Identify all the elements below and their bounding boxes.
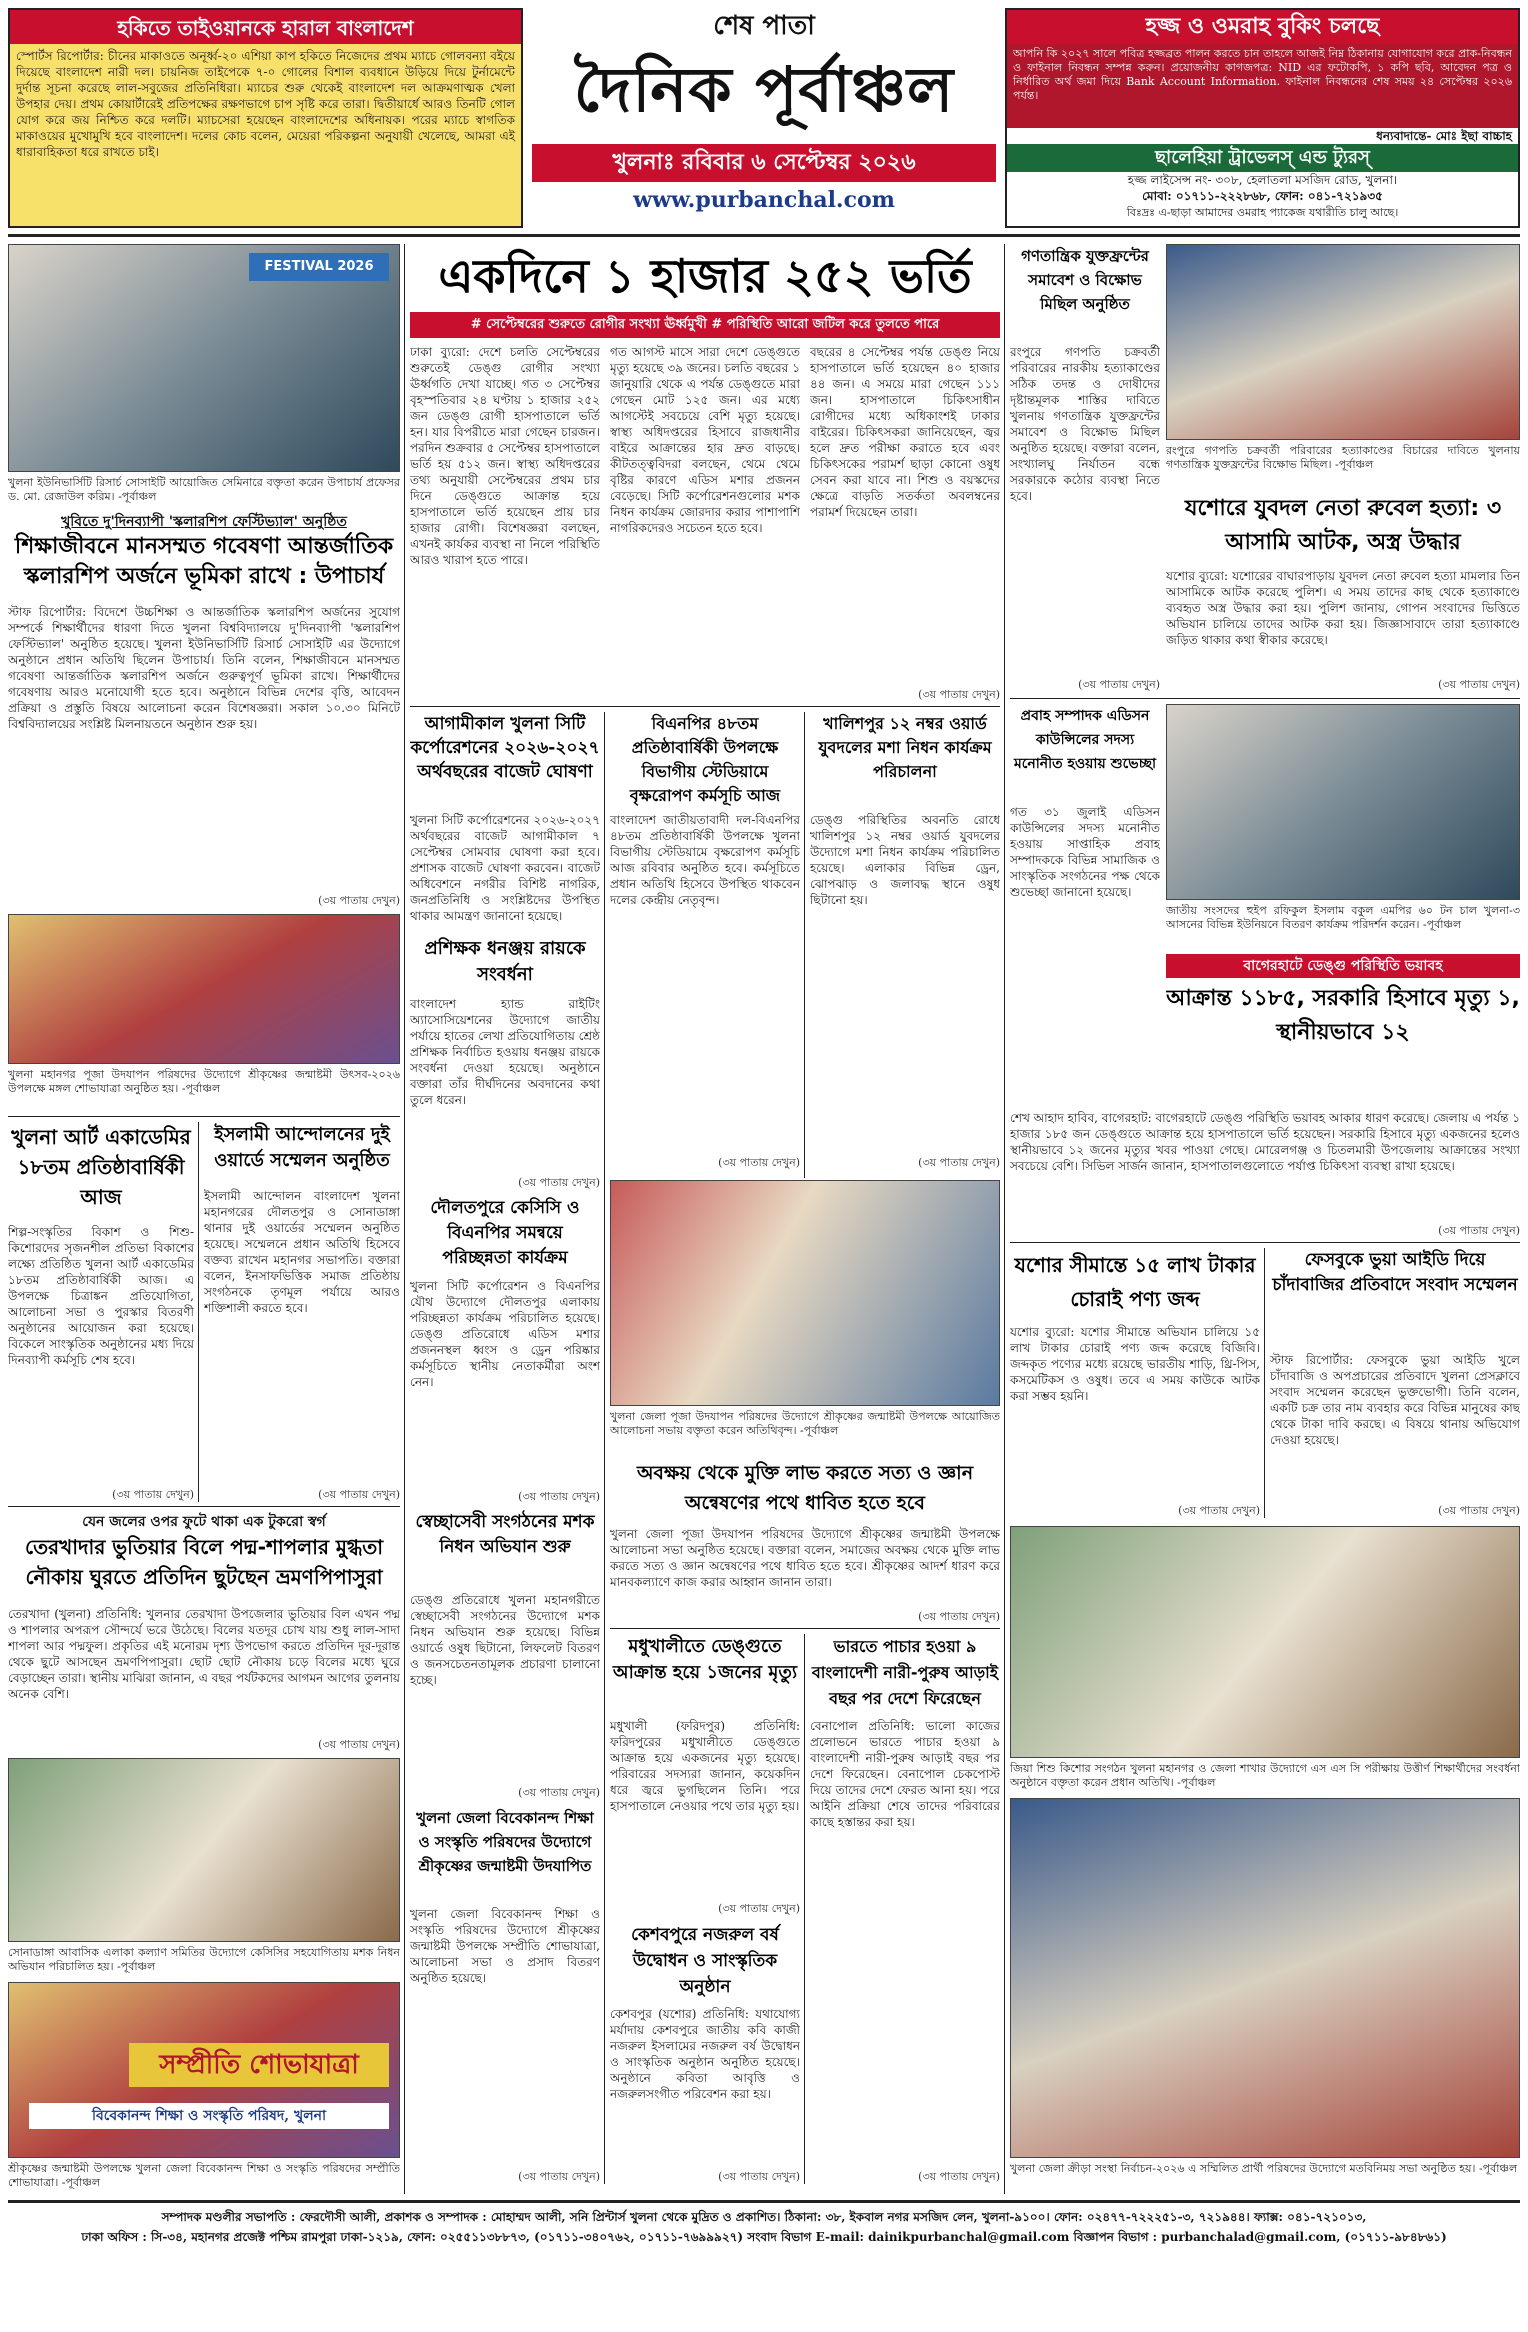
keshabpur-cont[interactable]: (৩য় পাতায় দেখুন) <box>718 2170 800 2183</box>
daulatpur-headline: দৌলতপুরে কেসিসি ও বিএনপির সমন্বয়ে পরিচ্ছন্নতা কার্যক্রম <box>430 1198 580 1268</box>
vdiv-center-c <box>804 1634 805 2184</box>
keshabpur-headline: কেশবপুরে নজরুল বর্ষ উদ্বোধন ও সাংস্কৃতিক অনুষ্ঠান <box>631 1925 779 1997</box>
janmashtami-seminar-caption: খুলনা জেলা পূজা উদযাপন পরিষদের উদ্যোগে শ্রীকৃষ্ণের জন্মাষ্টমী উপলক্ষে আয়োজিত আলোচনা সভায় বক্তৃতা করেন অতিথিবৃন্দ। -পূর্বাঞ্চল <box>610 1410 1000 1437</box>
bnp-cont[interactable]: (৩য় পাতায় দেখুন) <box>718 1156 800 1169</box>
keshabpur-body: কেশবপুর (যশোর) প্রতিনিধি: যথাযোগ্য মর্যাদায় কেশবপুরে জাতীয় কবি কাজী নজরুল ইসলামের নজরুল বর্ষ উদ্বোধন ও সাংস্কৃতিক অনুষ্ঠান অনুষ্ঠিত হয়েছে। অনুষ্ঠানে কবিতা আবৃত্তি ও নজরুলসংগীত পরিবেশন করা হয়। <box>610 2007 800 2101</box>
janmashtami-photo <box>8 914 400 1064</box>
trainer-headline: প্রশিক্ষক ধনঞ্জয় রায়কে সংবর্ধনা <box>424 938 586 985</box>
jessore-murder-cont[interactable]: (৩য় পাতায় দেখুন) <box>1438 678 1520 691</box>
trafficking-body: বেনাপোল প্রতিনিধি: ভালো কাজের প্রলোভনে ভারতে পাচার হওয়া ৯ বাংলাদেশী নারী-পুরুষ আড়াই বছর পর দেশে ফিরেছেন। বেনাপোল চেকপোস্ট দিয়ে তাদের দেশে ফেরত আনা হয়। পরে আইনি প্রক্রিয়া শেষে তাদের পরিবারের কাছে হস্তান্তর করা হয়। <box>810 1719 1000 1829</box>
sports-meeting-photo <box>1010 1798 1520 2158</box>
lead-headline: একদিনে ১ হাজার ২৫২ ভর্তি <box>438 249 972 303</box>
divider-left-2 <box>8 1506 400 1507</box>
daulatpur-cont[interactable]: (৩য় পাতায় দেখুন) <box>518 1490 600 1503</box>
khalishpur-body: ডেঙ্গু পরিস্থিতির অবনতি রোধে খালিশপুর ১২ নম্বর ওয়ার্ড যুবদলের উদ্যোগে মশা নিধন কার্যক্রম পরিচালিত হয়েছে। এলাকার বিভিন্ন ড্রেন, ঝোপঝাড় ও জলাবদ্ধ স্থানে ওষুধ ছিটানো হয়। <box>810 813 1000 907</box>
vdiv-main-left <box>404 244 405 2194</box>
ear-right-address: হজ্জ লাইসেন্স নং- ৩০৮, হেলাতলা মসজিদ রোড, খুলনা। <box>1127 173 1398 187</box>
khalishpur-headline: খালিশপুর ১২ নম্বর ওয়ার্ড যুবদলের মশা নিধন কার্যক্রম পরিচালনা <box>818 714 992 781</box>
islamic-cont[interactable]: (৩য় পাতায় দেখুন) <box>318 1488 400 1501</box>
mosquito-drive-photo <box>8 1758 400 1942</box>
scholarship-cont[interactable]: (৩য় পাতায় দেখুন) <box>318 894 400 907</box>
scholarship-headline: শিক্ষাজীবনে মানসম্মত গবেষণা আন্তর্জাতিক স্কলারশিপ অর্জনে ভূমিকা রাখে : উপাচার্য <box>14 534 394 589</box>
ear-right-body: আপনি কি ২০২৭ সালে পবিত্র হজ্জব্রত পালন করতে চান তাহলে আজই নিম্ন ঠিকানায় যোগাযোগ করে প্রাক-নিবন্ধন ও ফাইনাল নিবন্ধন সম্পন্ন করুন। প্রয়োজনীয় কাগজপত্র: NID এর ফটোকপি, ১ কপি ছবি, আবেদন পত্র ও নির্ধারিত অর্থ জমা দিয়ে Bank Account Information. ফাইনাল নিবন্ধনের শেষ সময় ২৪ সেপ্টেম্বর ২০২৬ পর্যন্ত। <box>1007 44 1518 128</box>
masthead <box>532 8 996 228</box>
facebook-body: স্টাফ রিপোর্টার: ফেসবুকে ভুয়া আইডি খুলে চাঁদাবাজি ও অপপ্রচারের প্রতিবাদে খুলনা প্রেসক্লাবে সংবাদ সম্মেলন করেছেন ভুক্তভোগী। তিনি বলেন, একটি চক্র তার নাম ব্যবহার করে বিভিন্ন মানুষের কাছ থেকে টাকা দাবি করছে। এ বিষয়ে থানায় অভিযোগ দেওয়া হয়েছে। <box>1270 1353 1520 1447</box>
seminar-photo <box>8 244 400 472</box>
relief-caption: জাতীয় সংসদের হুইপ রফিকুল ইসলাম বকুল এমপির ৬০ টন চাল খুলনা-৩ আসনের বিভিন্ন ইউনিয়নে বিতরণ কার্যক্রম পরিদর্শন করেন। -পূর্বাঞ্চল <box>1166 904 1520 931</box>
volunteer-body: ডেঙ্গু প্রতিরোধে খুলনা মহানগরীতে স্বেচ্ছাসেবী সংগঠনের উদ্যোগে মশক নিধন অভিযান শুরু হয়েছে। বিভিন্ন ওয়ার্ডে ওষুধ ছিটানো, লিফলেট বিতরণ ও জনসচেতনতামূলক প্রচারণা চালানো হচ্ছে। <box>410 1593 600 1687</box>
scholarship-body: স্টাফ রিপোর্টার: বিদেশে উচ্চশিক্ষা ও আন্তর্জাতিক স্কলারশিপ অর্জনের সুযোগ সম্পর্কে শিক্ষার্থীদের ধারণা দিতে খুলনা বিশ্ববিদ্যালয়ে দু'দিনব্যাপী 'স্কলারশিপ ফেস্টিভ্যাল' অনুষ্ঠিত হয়েছে। খুলনা ইউনিভার্সিটি রিসার্চ সোসাইটি এর উদ্যোগে অনুষ্ঠানে প্রধান অতিথি ছিলেন উপাচার্য। তিনি বলেন, শিক্ষাজীবনে মানসম্মত গবেষণা আন্তর্জাতিক স্কলারশিপ অর্জনে গুরুত্বপূর্ণ ভূমিকা রাখে। শিক্ষার্থীদের গবেষণায় আরও মনোযোগী হতে হবে। অনুষ্ঠানে বিভিন্ন দেশের বৃত্তি, আবেদন প্রক্রিয়া ও প্রস্তুতি বিষয়ে আলোচনা করেন বিশেষজ্ঞরা। সকাল ১০.৩০ মিনিটে বিশ্ববিদ্যালয়ের সংশ্লিষ্ট মিলনায়তনে অনুষ্ঠান শুরু হয়। <box>8 605 400 731</box>
procession-banner: সম্প্রীতি শোভাযাত্রা <box>129 2043 389 2087</box>
trafficking-cont[interactable]: (৩য় পাতায় দেখুন) <box>918 2170 1000 2183</box>
art-academy-headline: খুলনা আর্ট একাডেমির ১৮তম প্রতিষ্ঠাবার্ষিকী আজ <box>11 1125 191 1209</box>
ear-left-body: স্পোর্টস রিপোর্টার: চীনের মাকাওতে অনূর্ধ্ব-২০ এশিয়া কাপ হকিতে নিজেদের প্রথম ম্যাচে গোলবন্যা বইয়ে দিয়েছে বাংলাদেশ নারী দল। চায়নিজ তাইপেকে ৭-০ গোলের বিশাল ব্যবধানে উড়িয়ে দিয়ে টুর্নামেন্টে দুর্দান্ত সূচনা করেছে লাল-সবুজের প্রতিনিধিরা। ম্যাচের শুরু থেকেই বাংলাদেশ দল আক্রমণাত্মক খেলা উপহার দেয়। প্রথম কোয়ার্টারেই প্রতিপক্ষের রক্ষণভাগে চাপ সৃষ্টি করে তারা। দ্বিতীয়ার্ধে আরও তিনটি গোল যোগ করে জয় নিশ্চিত করে দলটি। ম্যাচসেরা হয়েছেন বাংলাদেশের অধিনায়ক। পরের ম্যাচে স্বাগতিক মাকাওয়ের মুখোমুখি হবে বাংলাদেশ। দলের কোচ বলেন, মেয়েরা পরিকল্পনা অনুযায়ী খেলেছে, আমরা এই ধারাবাহিকতা ধরে রাখতে চাই। <box>10 44 521 226</box>
divider-center-1 <box>410 706 1000 707</box>
bagerhat-kicker: বাগেরহাটে ডেঙ্গু পরিস্থিতি ভয়াবহ <box>1166 954 1520 978</box>
janmashtami-caption: খুলনা মহানগর পূজা উদযাপন পরিষদের উদ্যোগে শ্রীকৃষ্ণের জন্মাষ্টমী উৎসব-২০২৬ উপলক্ষে মঙ্গল শোভাযাত্রা অনুষ্ঠিত হয়। -পূর্বাঞ্চল <box>8 1068 400 1095</box>
footer-rule <box>8 2200 1520 2203</box>
facebook-cont[interactable]: (৩য় পাতায় দেখুন) <box>1438 1504 1520 1517</box>
democratic-body: রংপুরে গণপতি চক্রবর্তী পরিবারের নারকীয় হত্যাকাণ্ডের সঠিক তদন্ত ও দোষীদের দৃষ্টান্তমূলক শাস্তির দাবিতে খুলনায় গণতান্ত্রিক যুক্তফ্রন্টের সমাবেশ ও বিক্ষোভ মিছিল অনুষ্ঠিত হয়েছে। বক্তারা বলেন, সংখ্যালঘু নির্যাতন বন্ধে সরকারকে কঠোর ব্যবস্থা নিতে হবে। <box>1010 345 1160 503</box>
lead-subhead: # সেপ্টেম্বরের শুরুতে রোগীর সংখ্যা ঊর্ধ্বমুখী # পরিস্থিতি আরো জটিল করে তুলতে পারে <box>410 312 1000 338</box>
procession-banner-sub: বিবেকানন্দ শিক্ষা ও সংস্কৃতি পরিষদ, খুলনা <box>29 2103 389 2129</box>
dateline: খুলনাঃ রবিবার ৬ সেপ্টেম্বর ২০২৬ <box>532 144 996 182</box>
border-body: যশোর ব্যুরো: যশোর সীমান্তে অভিযান চালিয়ে ১৫ লাখ টাকার চোরাই পণ্য জব্দ করেছে বিজিবি। জব্দকৃত পণ্যের মধ্যে রয়েছে ভারতীয় শাড়ি, থ্রি-পিস, কসমেটিকস ও ওষুধ। তবে এ সময় কাউকে আটক করা সম্ভব হয়নি। <box>1010 1325 1260 1403</box>
city-budget-headline: আগামীকাল খুলনা সিটি কর্পোরেশনের ২০২৬-২০২৭ অর্থবছরের বাজেট ঘোষণা <box>410 714 600 782</box>
border-headline: যশোর সীমান্তে ১৫ লাখ টাকার চোরাই পণ্য জব্দ <box>1014 1253 1256 1311</box>
website[interactable]: www.purbanchal.com <box>633 187 895 213</box>
trafficking-headline: ভারতে পাচার হওয়া ৯ বাংলাদেশী নারী-পুরুষ আড়াই বছর পর দেশে ফিরেছেন <box>811 1637 999 1708</box>
vivekananda-cont[interactable]: (৩য় পাতায় দেখুন) <box>518 2170 600 2183</box>
daulatpur-body: খুলনা সিটি কর্পোরেশন ও বিএনপির যৌথ উদ্যোগে দৌলতপুর এলাকায় পরিচ্ছন্নতা কার্যক্রম পরিচালিত হয়েছে। ডেঙ্গু প্রতিরোধে এডিস মশার প্রজননস্থল ধ্বংস ও ড্রেন পরিষ্কার কর্মসূচিতে স্থানীয় নেতাকর্মীরা অংশ নেন। <box>410 1279 600 1389</box>
trainer-body: বাংলাদেশ হ্যান্ড রাইটিং অ্যাসোসিয়েশনের উদ্যোগে জাতীয় পর্যায়ে হাতের লেখা প্রতিযোগিতায় শ্রেষ্ঠ প্রশিক্ষক নির্বাচিত হওয়ায় ধনঞ্জয় রায়কে সংবর্ধনা দেওয়া হয়েছে। অনুষ্ঠানে বক্তারা তাঁর দীর্ঘদিনের অবদানের কথা তুলে ধরেন। <box>410 997 600 1107</box>
editor-headline: প্রবাহ সম্পাদক এডিসন কাউন্সিলের সদস্য মনোনীত হওয়ায় শুভেচ্ছা <box>1013 708 1157 772</box>
janmashtami-seminar-photo <box>610 1180 1000 1406</box>
ferry-body: তেরখাদা (খুলনা) প্রতিনিধি: খুলনার তেরখাদা উপজেলার ভুতিয়ার বিল এখন পদ্ম ও শাপলার অপরূপ সৌন্দর্যে ভরে উঠেছে। বিলের যতদূর চোখ যায় শুধু লাল-সাদা শাপলা আর পদ্মফুল। প্রকৃতির এই মনোরম দৃশ্য উপভোগ করতে প্রতিদিন দূর-দূরান্ত থেকে ছুটে আসছেন ভ্রমণপিপাসুরা। ছোট ছোট নৌকায় চড়ে বিলের মধ্যে ঘুরে বেড়াচ্ছেন তারা। স্থানীয় মাঝিরা জানান, এ বছর পর্যটকদের আগমন আগের তুলনায় অনেক বেশি। <box>8 1607 400 1701</box>
procession-photo <box>8 1982 400 2158</box>
newspaper-name: দৈনিক পূর্বাঞ্চল <box>573 53 955 126</box>
vivekananda-body: খুলনা জেলা বিবেকানন্দ শিক্ষা ও সংস্কৃতি পরিষদের উদ্যোগে শ্রীকৃষ্ণের জন্মাষ্টমী উপলক্ষে সম্প্রীতি শোভাযাত্রা, আলোচনা সভা ও প্রসাদ বিতরণ অনুষ্ঠিত হয়েছে। <box>410 1907 600 1985</box>
sports-meeting-caption: খুলনা জেলা ক্রীড়া সংস্থা নির্বাচন-২০২৬ এ সম্মিলিত প্রার্থী পরিষদের উদ্যোগে মতবিনিময় সভা অনুষ্ঠিত হয়। -পূর্বাঞ্চল <box>1010 2162 1518 2175</box>
scholarship-kicker: খুবিতে দু'দিনব্যাপী 'স্কলারশিপ ফেস্টিভ্যাল' অনুষ্ঠিত <box>61 514 347 530</box>
protest-photo <box>1166 244 1520 440</box>
ear-left-title: হকিতে তাইওয়ানকে হারাল বাংলাদেশ <box>10 10 521 44</box>
ear-left <box>8 8 523 228</box>
ear-right <box>1005 8 1520 228</box>
lead-cont[interactable]: (৩য় পাতায় দেখুন) <box>918 688 1000 701</box>
bagerhat-body: শেখ আহাদ হাবিব, বাগেরহাট: বাগেরহাটে ডেঙ্গু পরিস্থিতি ভয়াবহ আকার ধারণ করেছে। জেলায় এ পর্যন্ত ১ হাজার ১৮৫ জন ডেঙ্গুতে আক্রান্ত হয়ে হাসপাতালে ভর্তি হয়েছেন। সরকারি হিসাবে মৃত্যু একজনের হলেও স্থানীয়ভাবে ১২ জনের মৃত্যুর খবর পাওয়া গেছে। মোরেলগঞ্জ ও চিতলমারী উপজেলায় আক্রান্তের সংখ্যা সবচেয়ে বেশি। সিভিল সার্জন জানান, হাসপাতালগুলোতে পর্যাপ্ত চিকিৎসা ব্যবস্থা রাখা হয়েছে। <box>1010 1111 1520 1173</box>
vdiv-left-1 <box>198 1122 199 1502</box>
divider-left-1 <box>8 1116 400 1117</box>
border-cont[interactable]: (৩য় পাতায় দেখুন) <box>1178 1504 1260 1517</box>
ear-right-note: বিঃদ্রঃ এ-ছাড়া আমাদের ওমরাহ প্যাকেজ যথারীতি চালু আছে। <box>1126 206 1399 219</box>
art-academy-cont[interactable]: (৩য় পাতায় দেখুন) <box>112 1488 194 1501</box>
edition-label: শেষ পাতা <box>713 11 815 41</box>
ear-right-thanks: ধন্যবাদান্তে- মোঃ ইছা বাচ্চাহ <box>1376 129 1512 143</box>
divider-right-1 <box>1010 698 1520 699</box>
truth-body: খুলনা জেলা পূজা উদযাপন পরিষদের উদ্যোগে শ্রীকৃষ্ণের জন্মাষ্টমী উপলক্ষে আলোচনা সভা অনুষ্ঠিত হয়েছে। বক্তারা বলেন, সমাজের অবক্ষয় থেকে মুক্তি লাভ করতে সত্য ও জ্ঞান অন্বেষণের পথে ধাবিত হতে হবে। শ্রীকৃষ্ণের আদর্শ ধারণ করে মানবকল্যাণে কাজ করার আহ্বান জানান তারা। <box>610 1527 1000 1589</box>
volunteer-headline: স্বেচ্ছাসেবী সংগঠনের মশক নিধন অভিযান শুরু <box>415 1512 595 1557</box>
art-academy-body: শিল্প-সংস্কৃতির বিকাশ ও শিশু-কিশোরদের সৃজনশীল প্রতিভা বিকাশের লক্ষ্যে প্রতিষ্ঠিত খুলনা আর্ট একাডেমির ১৮তম প্রতিষ্ঠাবার্ষিকী আজ। এ উপলক্ষে চিত্রাঙ্কন প্রতিযোগিতা, আলোচনা সভা ও পুরস্কার বিতরণী অনুষ্ঠানের আয়োজন করা হয়েছে। বিকেলে সাংস্কৃতিক অনুষ্ঠানের মধ্য দিয়ে দিনব্যাপী কর্মসূচি শেষ হবে। <box>8 1225 194 1367</box>
relief-photo <box>1166 704 1520 900</box>
vdiv-center-a <box>604 712 605 2184</box>
ear-right-agency: ছালেহিয়া ট্রাভেলস্ এন্ড ট্যুরস্ <box>1007 144 1518 172</box>
bnp-body: বাংলাদেশ জাতীয়তাবাদী দল-বিএনপির ৪৮তম প্রতিষ্ঠাবার্ষিকী উপলক্ষে খুলনা বিভাগীয় স্টেডিয়ামে বৃক্ষরোপণ কর্মসূচি আজ রবিবার অনুষ্ঠিত হবে। কর্মসূচিতে প্রধান অতিথি হিসেবে উপস্থিত থাকবেন দলের কেন্দ্রীয় নেতৃবৃন্দ। <box>610 813 800 907</box>
bnp-headline: বিএনপির ৪৮তম প্রতিষ্ঠাবার্ষিকী উপলক্ষে বিভাগীয় স্টেডিয়ামে বৃক্ষরোপণ কর্মসূচি আজ <box>629 714 781 805</box>
democratic-headline: গণতান্ত্রিক যুক্তফ্রন্টের সমাবেশ ও বিক্ষোভ মিছিল অনুষ্ঠিত <box>1021 247 1149 313</box>
bagerhat-headline: আক্রান্ত ১১৮৫, সরকারি হিসাবে মৃত্যু ১, স্থানীয়ভাবে ১২ <box>1166 986 1520 1045</box>
islamic-headline: ইসলামী আন্দোলনের দুই ওয়ার্ডে সম্মেলন অনুষ্ঠিত <box>214 1124 390 1171</box>
divider-center-2 <box>610 1628 1000 1629</box>
vdiv-center-b <box>804 712 805 1178</box>
divider-right-2 <box>1010 1242 1520 1243</box>
reception-caption: জিয়া শিশু কিশোর সংগঠন খুলনা মহানগর ও জেলা শাখার উদ্যোগে এস এস সি পরীক্ষায় উত্তীর্ণ শিক্ষার্থীদের সংবর্ধনা অনুষ্ঠানে বক্তৃতা করেন প্রধান অতিথি। -পূর্বাঞ্চল <box>1010 1762 1520 1789</box>
madhukhali-body: মধুখালী (ফরিদপুর) প্রতিনিধি: ফরিদপুরের মধুখালীতে ডেঙ্গুতে আক্রান্ত হয়ে একজনের মৃত্যু হয়েছে। পরিবারের সদস্যরা জানান, কয়েকদিন ধরে জ্বরে ভুগছিলেন তিনি। পরে হাসপাতালে নেওয়ার পথে তার মৃত্যু হয়। <box>610 1719 800 1813</box>
madhukhali-headline: মধুখালীতে ডেঙ্গুতে আক্রান্ত হয়ে ১জনের মৃত্যু <box>612 1636 798 1683</box>
seminar-photo-caption: খুলনা ইউনিভার্সিটি রিসার্চ সোসাইটি আয়োজিত সেমিনারে বক্তৃতা করেন উপাচার্য প্রফেসর ড. মো. রেজাউল করিম। -পূর্বাঞ্চল <box>8 476 400 503</box>
protest-caption: রংপুরে গণপতি চক্রবর্তী পরিবারের হত্যাকাণ্ডের বিচারের দাবিতে খুলনায় গণতান্ত্রিক যুক্তফ্রন্টের বিক্ষোভ মিছিল। -পূর্বাঞ্চল <box>1166 444 1520 471</box>
ear-right-phone: মোবা: ০১৭১১-২২২৮৬৮, ফোন: ০৪১-৭২১৯৩৫ <box>1142 189 1383 203</box>
vdiv-main-right <box>1004 244 1005 2194</box>
vdiv-right-1 <box>1264 1248 1265 1518</box>
facebook-headline: ফেসবুকে ভুয়া আইডি দিয়ে চাঁদাবাজির প্রতিবাদে সংবাদ সম্মেলন <box>1272 1250 1518 1295</box>
bagerhat-cont[interactable]: (৩য় পাতায় দেখুন) <box>1438 1224 1520 1237</box>
ferry-headline: তেরখাদার ভুতিয়ার বিলে পদ্ম-শাপলার মুগ্ধতা নৌকায় ঘুরতে প্রতিদিন ছুটছেন ভ্রমণপিপাসুরা <box>24 1535 384 1589</box>
lead-body-col3: বছরের ৪ সেপ্টেম্বর পর্যন্ত ডেঙ্গু নিয়ে হাসপাতালে ভর্তি হয়েছেন ৪০ হাজার ৪৪ জন। এ সময়ে মারা গেছেন ১১১ জন। হাসপাতালে চিকিৎসাধীন রোগীদের মধ্যে অধিকাংশই ঢাকার বাইরের। চিকিৎসকরা জানিয়েছেন, জ্বর হলে দ্রুত পরীক্ষা করাতে হবে এবং চিকিৎসকের পরামর্শ ছাড়া কোনো ওষুধ সেবন করা যাবে না। শিশু ও বয়স্কদের ক্ষেত্রে বাড়তি সতর্কতা অবলম্বনের পরামর্শ দিয়েছেন তারা। <box>810 345 1000 519</box>
editor-body: গত ৩১ জুলাই এডিসন কাউন্সিলের সদস্য মনোনীত হওয়ায় সাপ্তাহিক প্রবাহ সম্পাদককে বিভিন্ন সামাজিক ও সাংস্কৃতিক সংগঠনের পক্ষ থেকে শুভেচ্ছা জানানো হয়েছে। <box>1010 805 1160 899</box>
trainer-cont[interactable]: (৩য় পাতায় দেখুন) <box>518 1176 600 1189</box>
democratic-cont[interactable]: (৩য় পাতায় দেখুন) <box>1078 678 1160 691</box>
truth-headline: অবক্ষয় থেকে মুক্তি লাভ করতে সত্য ও জ্ঞান অন্বেষণের পথে ধাবিত হতে হবে <box>636 1462 974 1514</box>
ferry-cont[interactable]: (৩য় পাতায় দেখুন) <box>318 1738 400 1751</box>
masthead-rule <box>8 234 1520 237</box>
madhukhali-cont[interactable]: (৩য় পাতায় দেখুন) <box>718 1902 800 1915</box>
truth-cont[interactable]: (৩য় পাতায় দেখুন) <box>918 1610 1000 1623</box>
imprint-line-1: সম্পাদক মণ্ডলীর সভাপতি : ফেরদৌসী আলী, প্রকাশক ও সম্পাদক : মোহাম্মদ আলী, সনি প্রিন্টার্স খুলনা থেকে মুদ্রিত ও প্রকাশিত। ঠিকানা: ৩৮, ইকবাল নগর মসজিদ লেন, খুলনা-৯১০০। ফোন: ০২৪৭৭-৭২২২৫১-৩, ৭২১৯৪৪। ফ্যাক্স: ০৪১-৭২১০১৩, <box>161 2210 1367 2224</box>
jessore-murder-body: যশোর ব্যুরো: যশোরের বাঘারপাড়ায় যুবদল নেতা রুবেল হত্যা মামলার তিন আসামিকে আটক করেছে পুলিশ। এ সময় তাদের কাছ থেকে হত্যাকাণ্ডে ব্যবহৃত অস্ত্র উদ্ধার করা হয়। পুলিশ জানায়, গোপন সংবাদের ভিত্তিতে অভিযান চালিয়ে তাদের আটক করা হয়। জিজ্ঞাসাবাদে তারা হত্যাকাণ্ডে জড়িত থাকার কথা স্বীকার করেছে। <box>1166 569 1520 647</box>
imprint-line-2: ঢাকা অফিস : সি-৩৪, মহানগর প্রজেক্ট পশ্চিম রামপুরা ঢাকা-১২১৯, ফোন: ০২৫৫১১৩৮৮৭৩, (০১৭১১-৩৪০৭৬২, ০১৭১১-৭৬৯৯৯২৭) সংবাদ বিভাগ E-mail: dainikpurbanchal@gmail.com বিজ্ঞাপন বিভাগ : purbanchalad@gmail.com, (০১৭১১-৯৮৪৮৬১) <box>81 2230 1447 2244</box>
jessore-murder-headline: যশোরে যুবদল নেতা রুবেল হত্যা: ৩ আসামি আটক, অস্ত্র উদ্ধার <box>1184 496 1502 555</box>
lead-body-col2: গত আগস্ট মাসে সারা দেশে ডেঙ্গুতে মৃত্যু হয়েছে ৩৯ জনের। চলতি বছরের ১ জানুয়ারি থেকে এ পর্যন্ত ডেঙ্গুতে মারা গেছেন মোট ১২৫ জন। এর মধ্যে আগস্টেই সবচেয়ে বেশি মৃত্যু হয়েছে। স্বাস্থ্য অধিদপ্তরের হিসাবে রাজধানীর বাইরে আক্রান্তের হার দ্রুত বাড়ছে। কীটতত্ত্ববিদরা বলছেন, থেমে থেমে বৃষ্টির কারণে এডিস মশার প্রজনন বেড়েছে। সিটি কর্পোরেশনগুলোর মশক নিধন কার্যক্রম জোরদার করার পাশাপাশি নাগরিকদেরও সচেতন হতে হবে। <box>610 345 800 535</box>
reception-photo <box>1010 1526 1520 1758</box>
vivekananda-headline: খুলনা জেলা বিবেকানন্দ শিক্ষা ও সংস্কৃতি পরিষদের উদ্যোগে শ্রীকৃষ্ণের জন্মাষ্টমী উদযাপিত <box>416 1809 594 1875</box>
city-budget-body: খুলনা সিটি কর্পোরেশনের ২০২৬-২০২৭ অর্থবছরের বাজেট আগামীকাল ৭ সেপ্টেম্বর সোমবার ঘোষণা করা হবে। প্রশাসক বাজেট ঘোষণা করবেন। বাজেট অধিবেশনে নগরীর বিশিষ্ট নাগরিক, জনপ্রতিনিধি ও সংশ্লিষ্টদের উপস্থিত থাকার আমন্ত্রণ জানানো হয়েছে। <box>410 813 600 923</box>
festival-banner: FESTIVAL 2026 <box>249 253 389 281</box>
ferry-kicker: যেন জলের ওপর ফুটে থাকা এক টুকরো স্বর্গ <box>82 1514 326 1530</box>
mosquito-drive-caption: সোনাডাঙ্গা আবাসিক এলাকা কল্যাণ সমিতির উদ্যোগে কেসিসির সহযোগিতায় মশক নিধন অভিযান পরিচালিত হয়। -পূর্বাঞ্চল <box>8 1946 400 1973</box>
volunteer-cont[interactable]: (৩য় পাতায় দেখুন) <box>518 1786 600 1799</box>
ear-right-title: হজ্জ ও ওমরাহ বুকিং চলছে <box>1007 10 1518 44</box>
procession-caption: শ্রীকৃষ্ণের জন্মাষ্টমী উপলক্ষে খুলনা জেলা বিবেকানন্দ শিক্ষা ও সংস্কৃতি পরিষদের সম্প্রীতি শোভাযাত্রা। -পূর্বাঞ্চল <box>8 2162 400 2189</box>
islamic-body: ইসলামী আন্দোলন বাংলাদেশ খুলনা মহানগরের দৌলতপুর ও সোনাডাঙ্গা থানার দুই ওয়ার্ডের সম্মেলন অনুষ্ঠিত হয়েছে। সম্মেলনে প্রধান অতিথি হিসেবে বক্তব্য রাখেন মহানগর সভাপতি। বক্তারা বলেন, ইনসাফভিত্তিক সমাজ প্রতিষ্ঠায় সংগঠনকে তৃণমূল পর্যায়ে আরও শক্তিশালী করতে হবে। <box>204 1189 400 1315</box>
khalishpur-cont[interactable]: (৩য় পাতায় দেখুন) <box>918 1156 1000 1169</box>
lead-body-col1: ঢাকা ব্যুরো: দেশে চলতি সেপ্টেম্বরের শুরুতেই ডেঙ্গু রোগীর সংখ্যা ঊর্ধ্বগতি দেখা যাচ্ছে। গত ৩ সেপ্টেম্বর বৃহস্পতিবার ২৪ ঘণ্টায় ১ হাজার ২৫২ জন ডেঙ্গু রোগী হাসপাতালে ভর্তি হন। যার বিপরীতে মারা গেছেন চারজন। পরদিন শুক্রবার ৫ সেপ্টেম্বর হাসপাতালে ভর্তি হয় ৫১২ জন। স্বাস্থ্য অধিদপ্তরের তথ্য অনুযায়ী সেপ্টেম্বরের প্রথম চার দিনে ডেঙ্গুতে আক্রান্ত হয়ে হাসপাতালে ভর্তি হয়েছেন প্রায় চার হাজার রোগী। বিশেষজ্ঞরা বলছেন, এখনই কার্যকর ব্যবস্থা না নিলে পরিস্থিতি আরও খারাপ হতে পারে। <box>410 345 600 567</box>
